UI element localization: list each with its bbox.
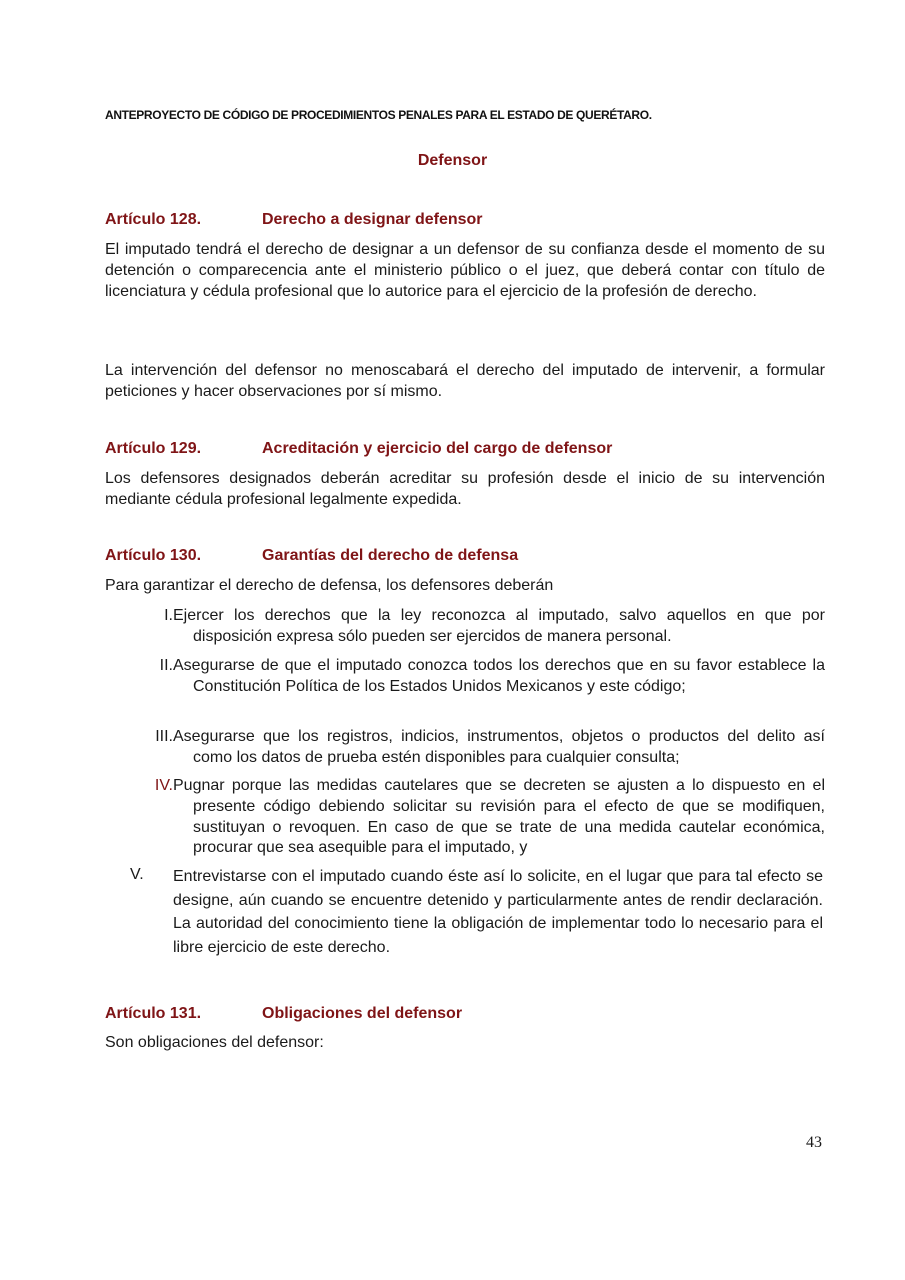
list-numeral: III.: [155, 728, 173, 745]
section-title: Defensor: [417, 152, 488, 169]
paragraph: Los defensores designados deberán acreditar su profesión desde el inicio de su intervención mediante cédula profesional legalmente expedida.: [105, 470, 825, 508]
list-item-text: Ejercer los derechos que la ley reconozca al imputado, salvo aquellos en que por disposición expresa sólo pueden ser ejercidos de manera personal.: [173, 607, 825, 645]
page-number: 43: [806, 1134, 822, 1151]
article-title: Garantías del derecho de defensa: [262, 547, 519, 564]
paragraph: Son obligaciones del defensor:: [105, 1034, 324, 1051]
document-header: ANTEPROYECTO DE CÓDIGO DE PROCEDIMIENTOS PENALES PARA EL ESTADO DE QUERÉTARO.: [105, 108, 652, 122]
list-item-text: Asegurarse de que el imputado conozca todos los derechos que en su favor establece la Constitución Política de los Estados Unidos Mexicanos y este código;: [173, 657, 825, 695]
paragraph: Para garantizar el derecho de defensa, los defensores deberán: [105, 577, 554, 594]
article-number: Artículo 130.: [105, 547, 202, 564]
list-numeral: II.: [159, 657, 173, 674]
article-title: Obligaciones del defensor: [262, 1005, 463, 1022]
article-title: Derecho a designar defensor: [262, 211, 483, 228]
list-item-text: Entrevistarse con el imputado cuando éste así lo solicite, en el lugar que para tal efecto se designe, aún cuando se encuentre detenido y particularmente antes de rendir declaración. La autoridad del conocimiento tiene la obligación de implementar todo lo necesario para el libre ejercicio de este derecho.: [173, 868, 823, 956]
list-item-text: Asegurarse que los registros, indicios, instrumentos, objetos o productos del delito así como los datos de prueba estén disponibles para cualquier consulta;: [173, 728, 825, 766]
article-title: Acreditación y ejercicio del cargo de defensor: [262, 440, 613, 457]
article-heading: [105, 1005, 462, 1023]
list-item: [154, 776, 825, 859]
article-heading: [105, 547, 518, 565]
list-item: [159, 656, 825, 698]
article-heading: [105, 211, 483, 229]
article-number: Artículo 131.: [105, 1005, 202, 1022]
paragraph: La intervención del defensor no menoscabará el derecho del imputado de intervenir, a formular peticiones y hacer observaciones por sí mismo.: [105, 362, 825, 400]
list-numeral: V.: [130, 866, 144, 883]
list-item: [155, 727, 825, 769]
paragraph: El imputado tendrá el derecho de designar a un defensor de su confianza desde el momento de su detención o comparecencia ante el ministerio público o el juez, que deberá contar con título de licenciatura y cédula profesional que lo autorice para el ejercicio de la profesión de derecho.: [105, 241, 825, 300]
list-item-text: Pugnar porque las medidas cautelares que se decreten se ajusten a lo dispuesto en el presente código debiendo solicitar su revisión para el efecto de que se modifiquen, sustituyan o revoquen. En caso de que se trate de una medida cautelar económica, procurar que sea asequible para el imputado, y: [173, 777, 825, 857]
list-item: [164, 606, 825, 648]
article-number: Artículo 128.: [105, 211, 202, 228]
article-number: Artículo 129.: [105, 440, 202, 457]
list-numeral: I.: [164, 607, 173, 624]
article-heading: [105, 440, 612, 458]
list-numeral: IV.: [154, 777, 173, 794]
